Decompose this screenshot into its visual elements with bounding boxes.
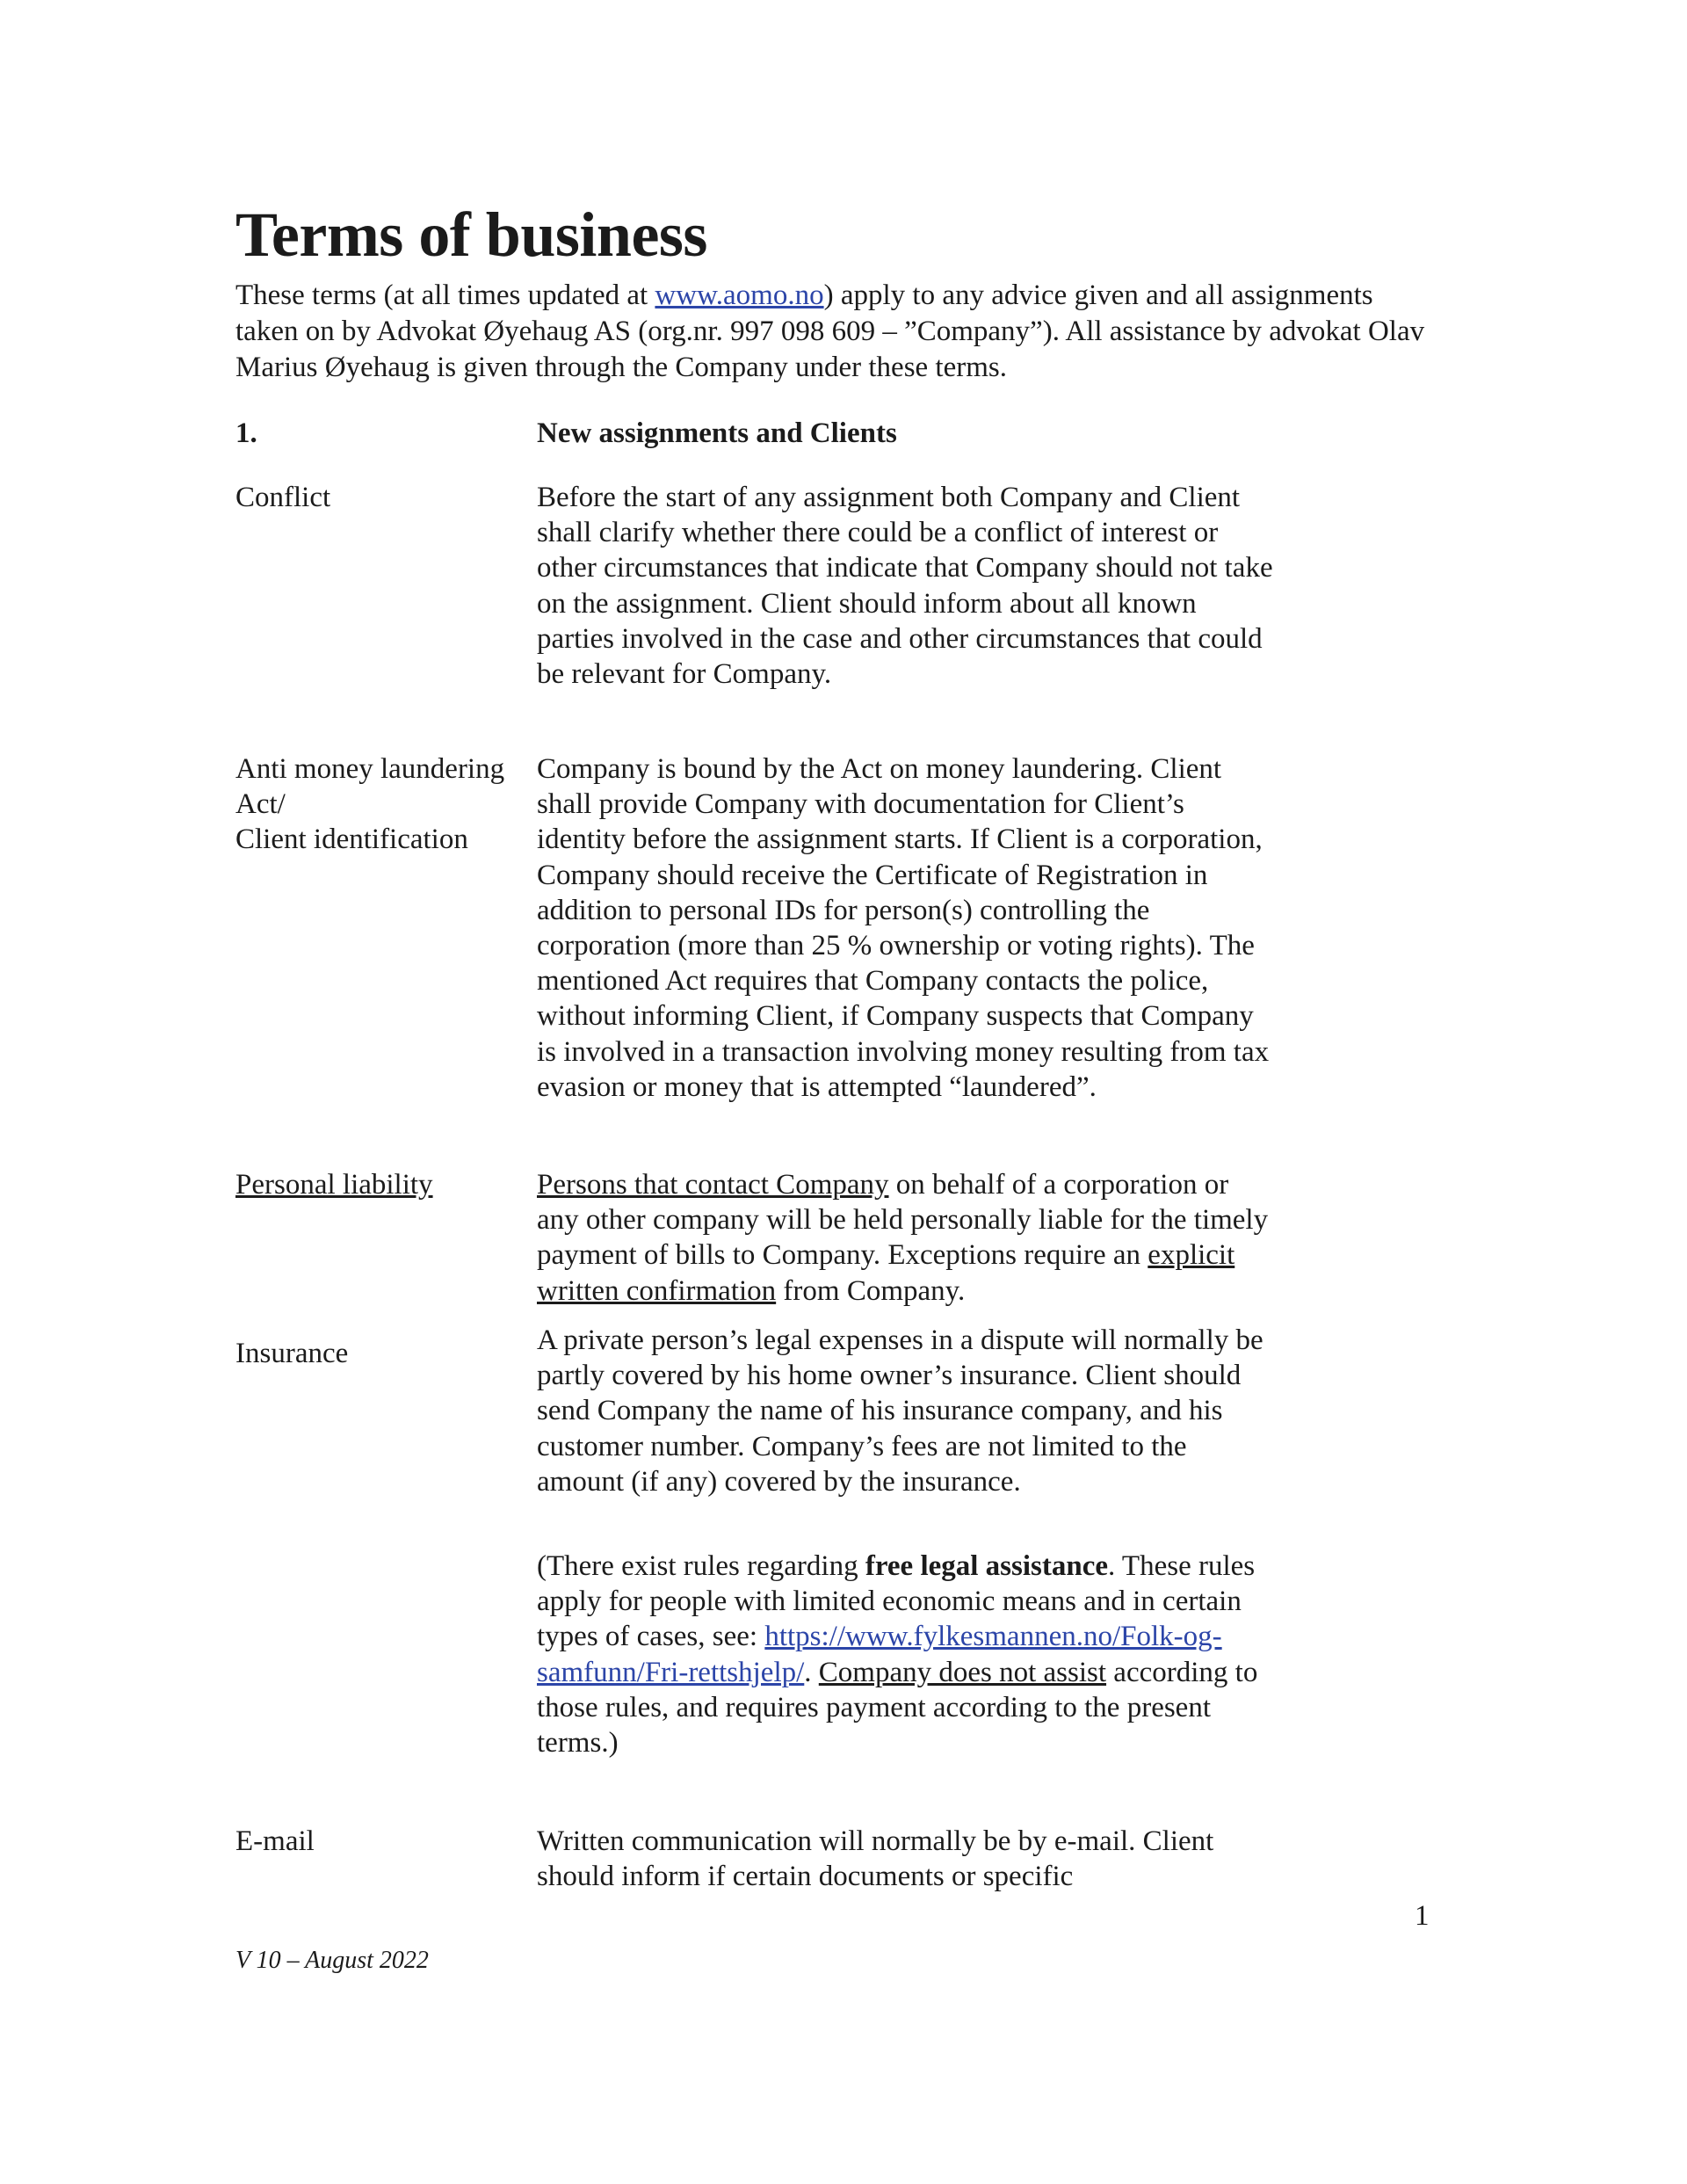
- aml-label-line: Anti money laundering: [235, 753, 505, 785]
- aml-label-line: Client identification: [235, 824, 468, 855]
- liability-underlined-confirmation: explicit written confirmation: [537, 1239, 1235, 1307]
- aml-label: [235, 751, 534, 857]
- free-legal-assistance-bold: free legal assistance: [865, 1550, 1109, 1582]
- note-text-part: . These rules apply for people with limited economic means and in certain types of cases, see:: [537, 1550, 1256, 1653]
- insurance-label: Insurance: [235, 1338, 349, 1369]
- conflict-text: Before the start of any assignment both Company and Client shall clarify whether there could be a conflict of interest or other circumstances that indicate that Company should not take on the assignment. Client should inform about all known parties involved in the case and other circumstances that could be relevant for Company.: [537, 482, 1273, 691]
- page-title: Terms of business: [235, 200, 707, 270]
- liability-text-part: from Company.: [776, 1274, 966, 1307]
- note-text-part: according to those rules, and requires payment according to the present terms.): [537, 1656, 1258, 1760]
- section-number: 1.: [235, 417, 257, 449]
- company-does-not-assist: Company does not assist: [818, 1656, 1107, 1688]
- liability-label-text: Personal liability: [235, 1169, 433, 1201]
- page-number: 1: [1415, 1900, 1430, 1932]
- liability-text: [537, 1167, 1275, 1309]
- email-text: Written communication will normally be by e-mail. Client should inform if certain documents or specific: [537, 1825, 1214, 1893]
- version-footer: V 10 – August 2022: [235, 1947, 429, 1974]
- intro-paragraph: [235, 278, 1430, 385]
- liability-text-part: on behalf of a corporation or any other company will be held personally liable for the timely payment of bills to Company. Exceptions require an: [537, 1169, 1269, 1272]
- liability-label: [235, 1167, 534, 1202]
- fylkesmannen-link[interactable]: https://www.fylkesmannen.no/Folk-og-samfunn/Fri-rettshjelp/: [537, 1621, 1222, 1688]
- email-label: E-mail: [235, 1825, 315, 1857]
- intro-text-start: These terms (at all times updated at: [235, 279, 655, 311]
- free-legal-assistance-note: [537, 1549, 1275, 1760]
- conflict-label: Conflict: [235, 482, 331, 513]
- intro-text-end: ) apply to any advice given and all assignments taken on by Advokat Øyehaug AS (org.nr. 997 098 609 – ”Company”). All assistance by advokat Olav Marius Øyehaug is given through the Company under these terms.: [235, 279, 1425, 383]
- section-title: New assignments and Clients: [537, 417, 897, 449]
- liability-underlined-persons: Persons that contact Company: [537, 1169, 889, 1201]
- website-link[interactable]: www.aomo.no: [655, 279, 824, 311]
- note-text-part: (There exist rules regarding: [537, 1550, 865, 1582]
- insurance-text: A private person’s legal expenses in a dispute will normally be partly covered by his home owner’s insurance. Client should send Company the name of his insurance company, and his customer number. Company’s fees are not limited to the amount (if any) covered by the insurance.: [537, 1324, 1263, 1498]
- aml-text: Company is bound by the Act on money laundering. Client shall provide Company with documentation for Client’s identity before the assignment starts. If Client is a corporation, Company should receive the Certificate of Registration in addition to personal IDs for person(s) controlling the corporation (more than 25 % ownership or voting rights). The mentioned Act requires that Company contacts the police, without informing Client, if Company suspects that Company is involved in a transaction involving money resulting from tax evasion or money that is attempted “laundered”.: [537, 753, 1270, 1103]
- note-text-part: .: [804, 1656, 819, 1688]
- aml-label-line: Act/: [235, 788, 286, 820]
